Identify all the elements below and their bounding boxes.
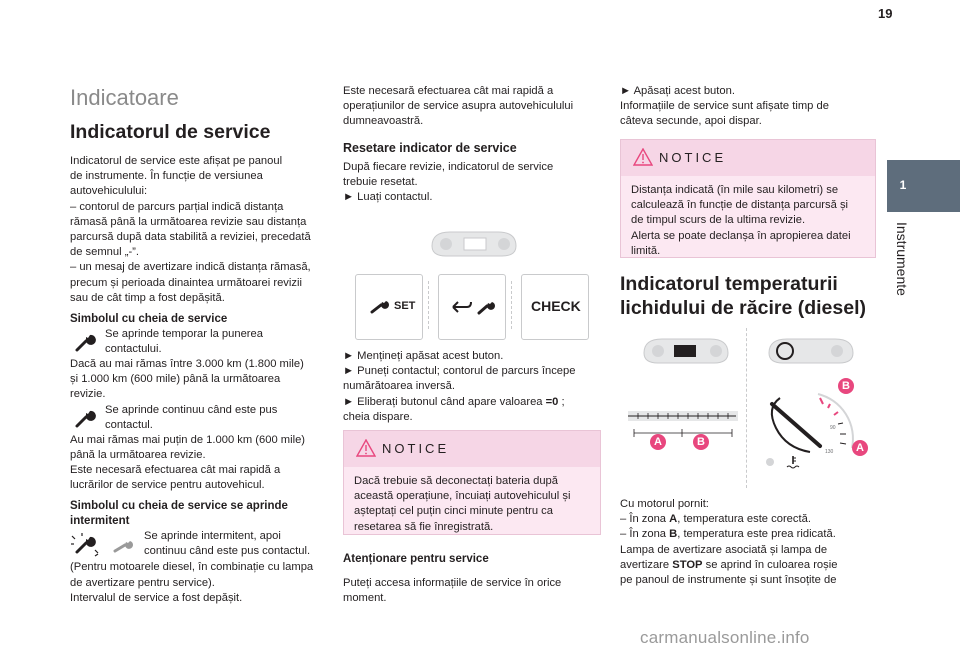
text-line: Se aprinde continuu când este pus — [105, 403, 278, 416]
text-line: numărătoarea inversă. — [343, 380, 455, 393]
instrument-cluster-illustration — [428, 228, 520, 260]
flash-symbol-block — [70, 529, 335, 560]
fixed-symbol-block-2 — [70, 403, 335, 433]
text-line: de instrumente. În funcție de versiunea — [70, 170, 263, 183]
zone-b-badge: B — [693, 434, 709, 450]
text-line: Dacă trebuie să deconectați bateria după — [354, 475, 558, 487]
text-line: autovehiculului: — [70, 185, 148, 198]
check-button-illustration — [521, 274, 589, 340]
text-line: – În zona A, temperatura este corectă. — [620, 513, 811, 526]
zone-a-badge: A — [852, 440, 868, 456]
text-line: – contorul de parcurs parțial indică distanța — [70, 200, 284, 213]
text-line: cheia dispare. — [343, 410, 413, 423]
warning-triangle-icon — [633, 148, 653, 166]
text-line: operațiunilor de service asupra autovehiculului — [343, 100, 574, 113]
text-line: Alerta se poate declanșa în apropierea datei — [631, 229, 851, 242]
text-line: ► Mențineți apăsat acest buton. — [343, 350, 504, 362]
text-line: precum și perioada dinaintea următoarei revizii — [70, 276, 302, 289]
fixed-symbol-heading: Simbolul cu cheia de service — [70, 313, 228, 326]
text-line: pe panoul de instrumente și sunt însoțite de — [620, 574, 837, 587]
text-line: ► Eliberați butonul când apare valoarea =0 ; — [343, 395, 565, 408]
text-line: – un mesaj de avertizare indică distanța rămasă, — [70, 261, 311, 274]
column-2 — [343, 84, 605, 205]
text-line: Se aprinde intermitent, apoi — [144, 530, 281, 543]
text-line: limită. — [631, 244, 661, 257]
reset-steps — [343, 349, 605, 425]
text-line: Lampa de avertizare asociată și lampa de — [620, 543, 828, 556]
gauge-90-label: 90 — [830, 425, 836, 431]
set-label: SET — [394, 300, 416, 312]
coolant-heading: Indicatorul temperaturii — [620, 273, 838, 295]
gauge-130-label: 130 — [825, 449, 834, 455]
text-line: – În zona B, temperatura este prea ridicată. — [620, 528, 836, 541]
text-line: Este necesară efectuarea cât mai rapidă a — [70, 464, 281, 477]
text-line: ► Luați contactul. — [343, 191, 433, 204]
flashing-wrench-icon — [70, 532, 100, 558]
text-line: Puteți accesa informațiile de service în orice — [343, 577, 562, 589]
service-indicator-heading: Indicatorul de service — [70, 121, 271, 143]
text-line: Informațiile de service sunt afișate timp de — [620, 100, 829, 113]
text-line: Distanța indicată (în mile sau kilometri) se — [631, 184, 839, 196]
column-3 — [620, 84, 876, 130]
divider — [511, 281, 515, 329]
text-line: câteva secunde, apoi dispar. — [620, 115, 762, 128]
text-line: contactul. — [105, 418, 153, 431]
wrench-icon — [74, 331, 96, 353]
flash-symbol-heading: Simbolul cu cheia de service se aprinde — [70, 500, 288, 513]
text-line: așteptați cel puțin cinci minute pentru ca — [354, 505, 553, 518]
service-alert-heading: Atenționare pentru service — [343, 553, 489, 565]
text-line: (Pentru motoarele diesel, în combinație cu lampa — [70, 561, 314, 574]
watermark: carmanualsonline.info — [640, 628, 810, 647]
check-label: CHECK — [531, 298, 581, 314]
column-1 — [70, 120, 335, 606]
linear-temperature-gauge — [628, 405, 738, 455]
reset-heading: Resetare indicator de service — [343, 140, 517, 155]
text-line: Indicatorul de service este afișat pe panoul — [70, 155, 283, 167]
divider — [428, 281, 432, 329]
text-line: rămasă până la următoarea revizie sau distanța — [70, 215, 307, 228]
text-line: de semnul „-”. — [70, 246, 140, 259]
page-number: 19 — [878, 6, 893, 21]
coolant-text — [620, 497, 876, 588]
divider — [746, 328, 748, 488]
chapter-title: Indicatoare — [70, 85, 179, 110]
notice-box — [343, 430, 601, 535]
return-wrench-icon — [449, 297, 497, 317]
text-line: avertizare STOP se aprind în culoarea roșie — [620, 558, 838, 571]
coolant-heading-cont: lichidului de răcire (diesel) — [620, 297, 866, 319]
text-line: trebuie resetat. — [343, 175, 418, 188]
text-line: ► Puneți contactul; contorul de parcurs începe — [343, 365, 576, 378]
text-line: După fiecare revizie, indicatorul de service — [343, 160, 554, 173]
text-line: continuu când este pus contactul. — [144, 545, 311, 558]
chapter-tab-number: 1 — [899, 178, 907, 192]
text-line: lucrărilor de service pentru autovehicul. — [70, 479, 265, 492]
text-line: resetarea să fie înregistrată. — [354, 520, 494, 533]
text-line: contactului. — [105, 343, 162, 356]
service-intro — [70, 154, 335, 306]
notice-box — [620, 139, 876, 258]
zone-b-badge: B — [838, 378, 854, 394]
text-line: și 1.000 km (600 mile) până la următoarea — [70, 373, 281, 386]
coolant-heading-block — [620, 272, 876, 320]
text-line: ► Apăsați acest buton. — [620, 85, 735, 97]
text-line: de avertizare pentru service). — [70, 576, 215, 589]
text-line: de timpul scurs de la ultima revizie. — [631, 214, 806, 227]
chapter-tab-title: Instrumente — [894, 222, 910, 296]
text-line: Au mai rămas mai puțin de 1.000 km (600 mile) — [70, 433, 306, 446]
text-line: Este necesară efectuarea cât mai rapidă a — [343, 85, 554, 97]
service-alert-section — [343, 552, 605, 606]
warning-triangle-icon — [356, 439, 376, 457]
flash-symbol-heading-cont: intermitent — [70, 515, 130, 528]
text-line: revizie. — [70, 388, 106, 401]
reset-button-illustration — [438, 274, 506, 340]
text-line: Cu motorul pornit: — [620, 498, 709, 510]
instrument-cluster-illustration — [765, 335, 857, 367]
wrench-icon — [370, 299, 392, 315]
text-line: sau de cât timp a fost depășită. — [70, 291, 225, 304]
text-line: moment. — [343, 592, 387, 605]
text-line: această operațiune, încuiați autovehiculul și — [354, 490, 571, 503]
text-line: până la următoarea revizie. — [70, 448, 206, 461]
text-line: Dacă au mai rămas între 3.000 km (1.800 mile) — [70, 358, 304, 371]
wrench-icon — [74, 407, 96, 429]
text-line: parcursă după data stabilită a reviziei, precedată — [70, 231, 311, 244]
text-line: dumneavoastră. — [343, 115, 424, 128]
set-button-illustration — [355, 274, 423, 340]
notice-header — [344, 431, 600, 467]
text-line: Intervalul de service a fost depășit. — [70, 591, 243, 604]
notice-label: NOTICE — [382, 441, 450, 456]
text-line: Se aprinde temporar la punerea — [105, 328, 263, 341]
text-line: calculează în funcție de distanța parcursă și — [631, 199, 849, 212]
instrument-cluster-illustration — [640, 335, 732, 367]
notice-header — [621, 140, 875, 176]
zone-a-badge: A — [650, 434, 666, 450]
fixed-symbol-block-1 — [70, 327, 335, 357]
wrench-light-icon — [112, 537, 138, 555]
coolant-thermometer-icon — [786, 455, 800, 469]
notice-label: NOTICE — [659, 150, 727, 165]
